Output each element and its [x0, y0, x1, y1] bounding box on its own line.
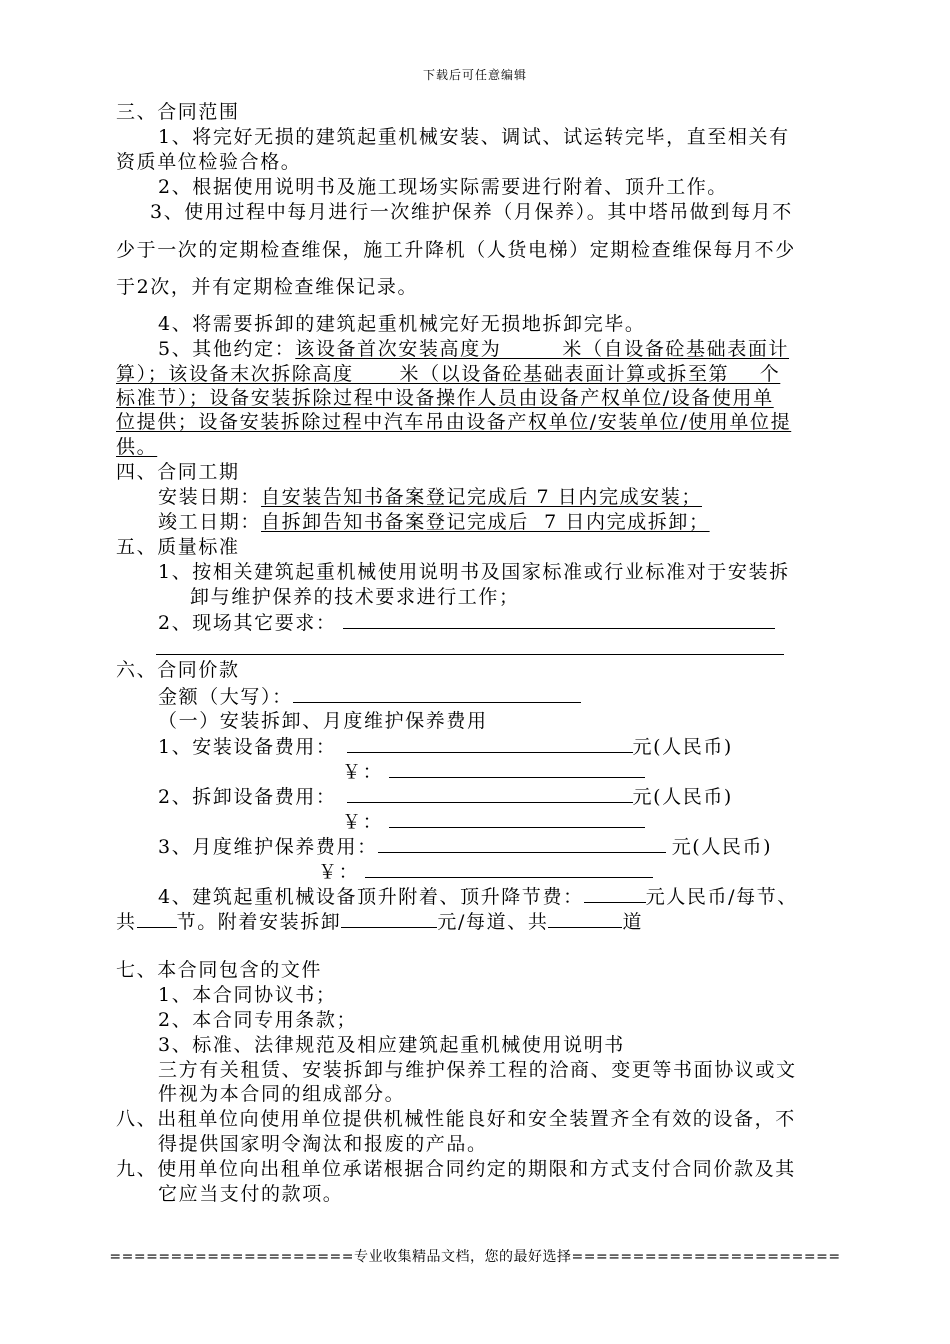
dismantle-fee-blank[interactable] — [347, 784, 633, 803]
sec3-item5-label: 5、其他约定： — [158, 338, 296, 360]
complete-date-label: 竣工日期： — [158, 511, 262, 533]
install-date-value: 自安装告知书备案登记完成后 7 日内完成安装； — [261, 486, 702, 508]
sec3-item3-line1: 3、使用过程中每月进行一次维护保养（月保养）。其中塔吊做到每月不 — [150, 201, 793, 223]
sec5-item1-line2: 卸与维护保养的技术要求进行工作； — [190, 586, 520, 608]
attach-count-blank[interactable] — [548, 909, 622, 928]
install-fee-yen-blank[interactable] — [389, 759, 645, 778]
sec3-item2: 2、根据使用说明书及施工现场实际需要进行附着、顶升工作。 — [158, 176, 728, 198]
sections-count-blank[interactable] — [137, 909, 177, 928]
maintenance-fee-yen-line — [318, 859, 653, 884]
sec3-item1-line1: 1、将完好无损的建筑起重机械安装、调试、试运转完毕，直至相关有 — [158, 126, 790, 148]
sec3-item3-line2: 少于一次的定期检查维保，施工升降机（人货电梯）定期检查维保每月不少 — [116, 239, 796, 261]
sec7-item1: 1、本合同协议书； — [158, 984, 337, 1006]
page-header: 下载后可任意编辑 — [422, 68, 527, 82]
dismantle-fee-label: 2、拆卸设备费用： — [158, 786, 337, 808]
page-footer: ====================专业收集精品文档，您的最好选择====================== — [109, 1249, 841, 1265]
install-date-line — [158, 485, 702, 509]
sec5-item2 — [158, 610, 775, 635]
sec6-item4-line2 — [116, 909, 643, 934]
sec3-item5-line2: 算）；该设备末次拆除高度 米（以设备砼基础表面计算或拆至第 个 — [116, 363, 781, 385]
section-5-title: 五、质量标准 — [116, 536, 240, 558]
section-8-line2: 得提供国家明令淘汰和报废的产品。 — [158, 1133, 488, 1155]
amount-blank[interactable] — [293, 684, 581, 703]
install-fee-line — [158, 734, 733, 759]
jacking-fee-unit: 元人民币/每节、 — [645, 886, 798, 908]
complete-date-value: 自拆卸告知书备案登记完成后 7 日内完成拆卸； — [261, 511, 710, 533]
dismantle-fee-yen-blank[interactable] — [389, 809, 645, 828]
complete-date-line — [158, 510, 710, 534]
maintenance-fee-label: 3、月度维护保养费用： — [158, 836, 378, 858]
dismantle-fee-unit: 元(人民币) — [632, 786, 733, 808]
section-3-title: 三、合同范围 — [116, 101, 240, 123]
install-fee-label: 1、安装设备费用： — [158, 736, 337, 758]
maintenance-fee-yen-blank[interactable] — [365, 859, 653, 878]
install-fee-yen-line — [342, 759, 645, 784]
sec7-item2: 2、本合同专用条款； — [158, 1009, 358, 1031]
section-9-line1: 九、使用单位向出租单位承诺根据合同约定的期限和方式支付合同价款及其 — [116, 1158, 796, 1180]
attach-fee-blank[interactable] — [341, 909, 437, 928]
install-date-label: 安装日期： — [158, 486, 262, 508]
maintenance-fee-line — [158, 834, 772, 859]
sec7-para-line1: 三方有关租赁、安装拆卸与维护保养工程的洽商、变更等书面协议或文 — [158, 1059, 797, 1081]
maintenance-fee-blank[interactable] — [378, 834, 666, 853]
sections-count-prefix: 共 — [116, 911, 137, 933]
section-6-title: 六、合同价款 — [116, 659, 240, 681]
section-8-line1: 八、出租单位向使用单位提供机械性能良好和安全装置齐全有效的设备，不 — [116, 1108, 796, 1130]
sec7-para-line2: 件视为本合同的组成部分。 — [158, 1083, 406, 1105]
install-fee-unit: 元(人民币) — [632, 736, 733, 758]
other-requirements-blank-2[interactable] — [156, 636, 784, 655]
attach-fee-unit: 元/每道、共 — [437, 911, 549, 933]
dismantle-fee-yen-line — [342, 809, 645, 834]
maintenance-fee-yen: ￥： — [318, 861, 360, 883]
section-9-line2: 它应当支付的款项。 — [158, 1183, 344, 1205]
sec3-item3-line3: 于2次，并有定期检查维保记录。 — [116, 276, 419, 298]
section-7-title: 七、本合同包含的文件 — [116, 959, 323, 981]
sec3-item1-line2: 资质单位检验合格。 — [116, 151, 302, 173]
sec3-item5-text1: 该设备首次安装高度为 米（自设备砼基础表面计 — [295, 338, 790, 360]
dismantle-fee-line — [158, 784, 733, 809]
sec3-item5-line5: 供。 — [116, 436, 158, 458]
maintenance-fee-unit: 元(人民币) — [671, 836, 773, 858]
sec6-item4-line1 — [158, 884, 798, 909]
sec7-item3: 3、标准、法律规范及相应建筑起重机械使用说明书 — [158, 1034, 625, 1056]
section-4-title: 四、合同工期 — [116, 461, 240, 483]
attach-fee-label: 节。附着安装拆卸 — [176, 911, 342, 933]
amount-label: 金额（大写）： — [158, 686, 293, 708]
install-fee-yen: ￥： — [342, 761, 384, 783]
jacking-fee-label: 4、建筑起重机械设备顶升附着、顶升降节费： — [158, 886, 584, 908]
sec5-item1-line1: 1、按相关建筑起重机械使用说明书及国家标准或行业标准对于安装拆 — [158, 561, 790, 583]
sec3-item5-line4: 位提供；设备安装拆除过程中汽车吊由设备产权单位/安装单位/使用单位提 — [116, 411, 792, 433]
sec3-item5-line1 — [158, 337, 789, 361]
dismantle-fee-yen: ￥： — [342, 811, 384, 833]
sec5-item2-label: 2、现场其它要求： — [158, 612, 337, 634]
fee-subsection-title: （一）安装拆卸、月度维护保养费用 — [158, 710, 488, 732]
amount-line — [158, 684, 581, 709]
install-fee-blank[interactable] — [347, 734, 633, 753]
sec3-item5-line3: 标准节）；设备安装拆除过程中设备操作人员由设备产权单位/设备使用单 — [116, 387, 774, 409]
sec3-item4: 4、将需要拆卸的建筑起重机械完好无损地拆卸完毕。 — [158, 313, 646, 335]
attach-count-suffix: 道 — [622, 911, 644, 933]
other-requirements-blank[interactable] — [343, 610, 775, 629]
jacking-fee-blank[interactable] — [584, 884, 646, 903]
